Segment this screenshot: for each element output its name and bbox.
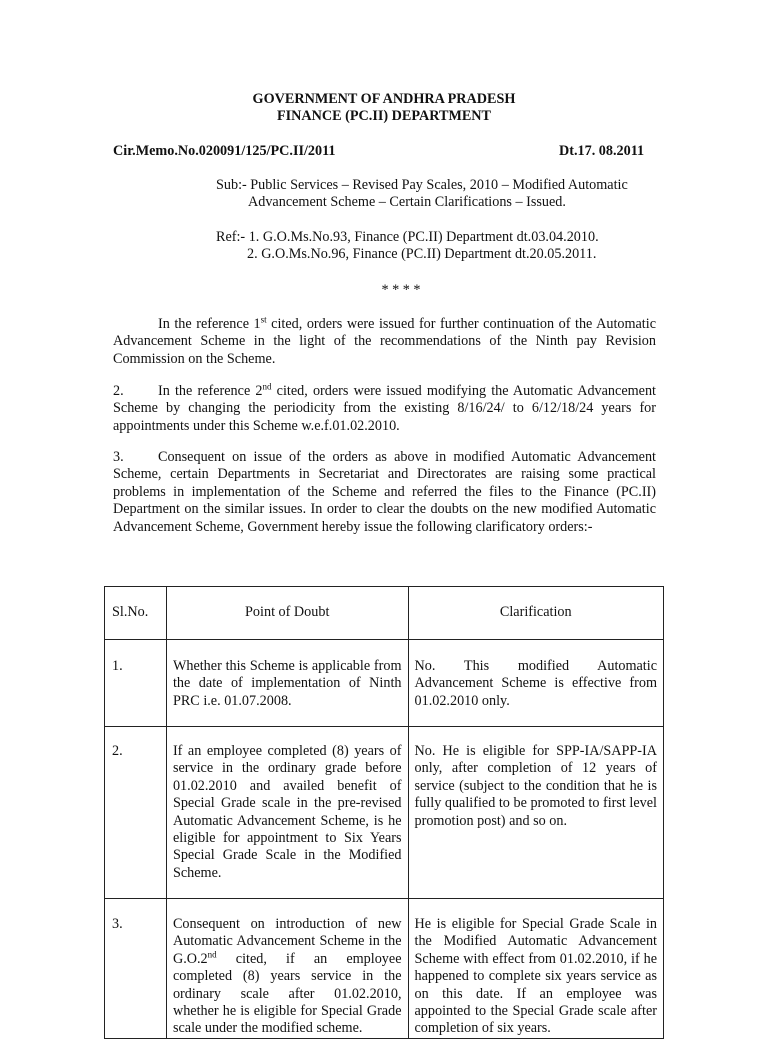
row-sl-no: 3.: [105, 899, 167, 1039]
row-sl-no: 2.: [105, 727, 167, 899]
govt-title: GOVERNMENT OF ANDHRA PRADESH: [252, 91, 516, 107]
row-doubt: Whether this Scheme is applicable from the date of implementation of Ninth PRC i.e. 01.07.2008.: [166, 640, 408, 727]
table-row: [105, 640, 664, 727]
reference-line-1: Ref:- 1. G.O.Ms.No.93, Finance (PC.II) Department dt.03.04.2010.: [216, 229, 599, 245]
paragraph-1: In the reference 1st cited, orders were issued for further continuation of the Automatic Advancement Scheme in the light of the recommendations of the Ninth pay Revision Commission on the Scheme.: [113, 314, 656, 367]
subject-line-1: Sub:- Public Services – Revised Pay Scales, 2010 – Modified Automatic: [216, 177, 628, 193]
row-clarification: No. He is eligible for SPP-IA/SAPP-IA only, after completion of 12 years of service (subject to the condition that he is fully qualified to be promoted to first level promotion post) and so on.: [408, 727, 664, 899]
clarification-table: [104, 586, 664, 1039]
dept-title: FINANCE (PC.II) DEPARTMENT: [276, 108, 492, 124]
subject-line-2: Advancement Scheme – Certain Clarifications – Issued.: [248, 194, 566, 210]
header-clarification: Clarification: [408, 587, 664, 640]
header-sl-no: Sl.No.: [105, 587, 167, 640]
table-row: [105, 899, 664, 1039]
row-doubt: If an employee completed (8) years of service in the ordinary grade before 01.02.2010 and availed benefit of Special Grade scale in the pre-revised Automatic Advancement Scheme, is he eligible for appointment to Six Years Special Grade Scale in the Modified Scheme.: [166, 727, 408, 899]
row-sl-no: 1.: [105, 640, 167, 727]
row-doubt: Consequent on introduction of new Automatic Advancement Scheme in the G.O.2nd cited, if an employee completed (8) years service in the ordinary scale after 01.02.2010, whether he is eligible for Special Grade scale under the modified scheme.: [166, 899, 408, 1039]
memo-number: Cir.Memo.No.020091/125/PC.II/2011: [113, 143, 336, 159]
paragraph-3: 3. Consequent on issue of the orders as above in modified Automatic Advancement Scheme, certain Departments in Secretariat and Directorates are raising some practical problems in implementation of the Scheme and referred the files to the Finance (PC.II) Department on the similar issues. In order to clear the doubts on the new modified Automatic Advancement Scheme, Government hereby issue the following clarificatory orders:-: [113, 449, 656, 535]
row-clarification: No. This modified Automatic Advancement Scheme is effective from 01.02.2010 only.: [408, 640, 664, 727]
header-point-of-doubt: Point of Doubt: [166, 587, 408, 640]
paragraph-2: 2. In the reference 2nd cited, orders were issued modifying the Automatic Advancement Scheme by changing the periodicity from the existing 8/16/24/ to 6/12/18/24 years for appointments under this Scheme w.e.f.01.02.2010.: [113, 381, 656, 434]
separator-stars: * * * *: [381, 282, 421, 298]
table-header-row: [105, 587, 664, 640]
memo-date: Dt.17. 08.2011: [559, 143, 645, 159]
row-clarification: He is eligible for Special Grade Scale in the Modified Automatic Advancement Scheme with effect from 01.02.2010, if he happened to complete six years service as on this date. If an employee was appointed to the Special Grade scale after completion of six years.: [408, 899, 664, 1039]
table-row: [105, 727, 664, 899]
reference-line-2: 2. G.O.Ms.No.96, Finance (PC.II) Department dt.20.05.2011.: [247, 246, 597, 262]
